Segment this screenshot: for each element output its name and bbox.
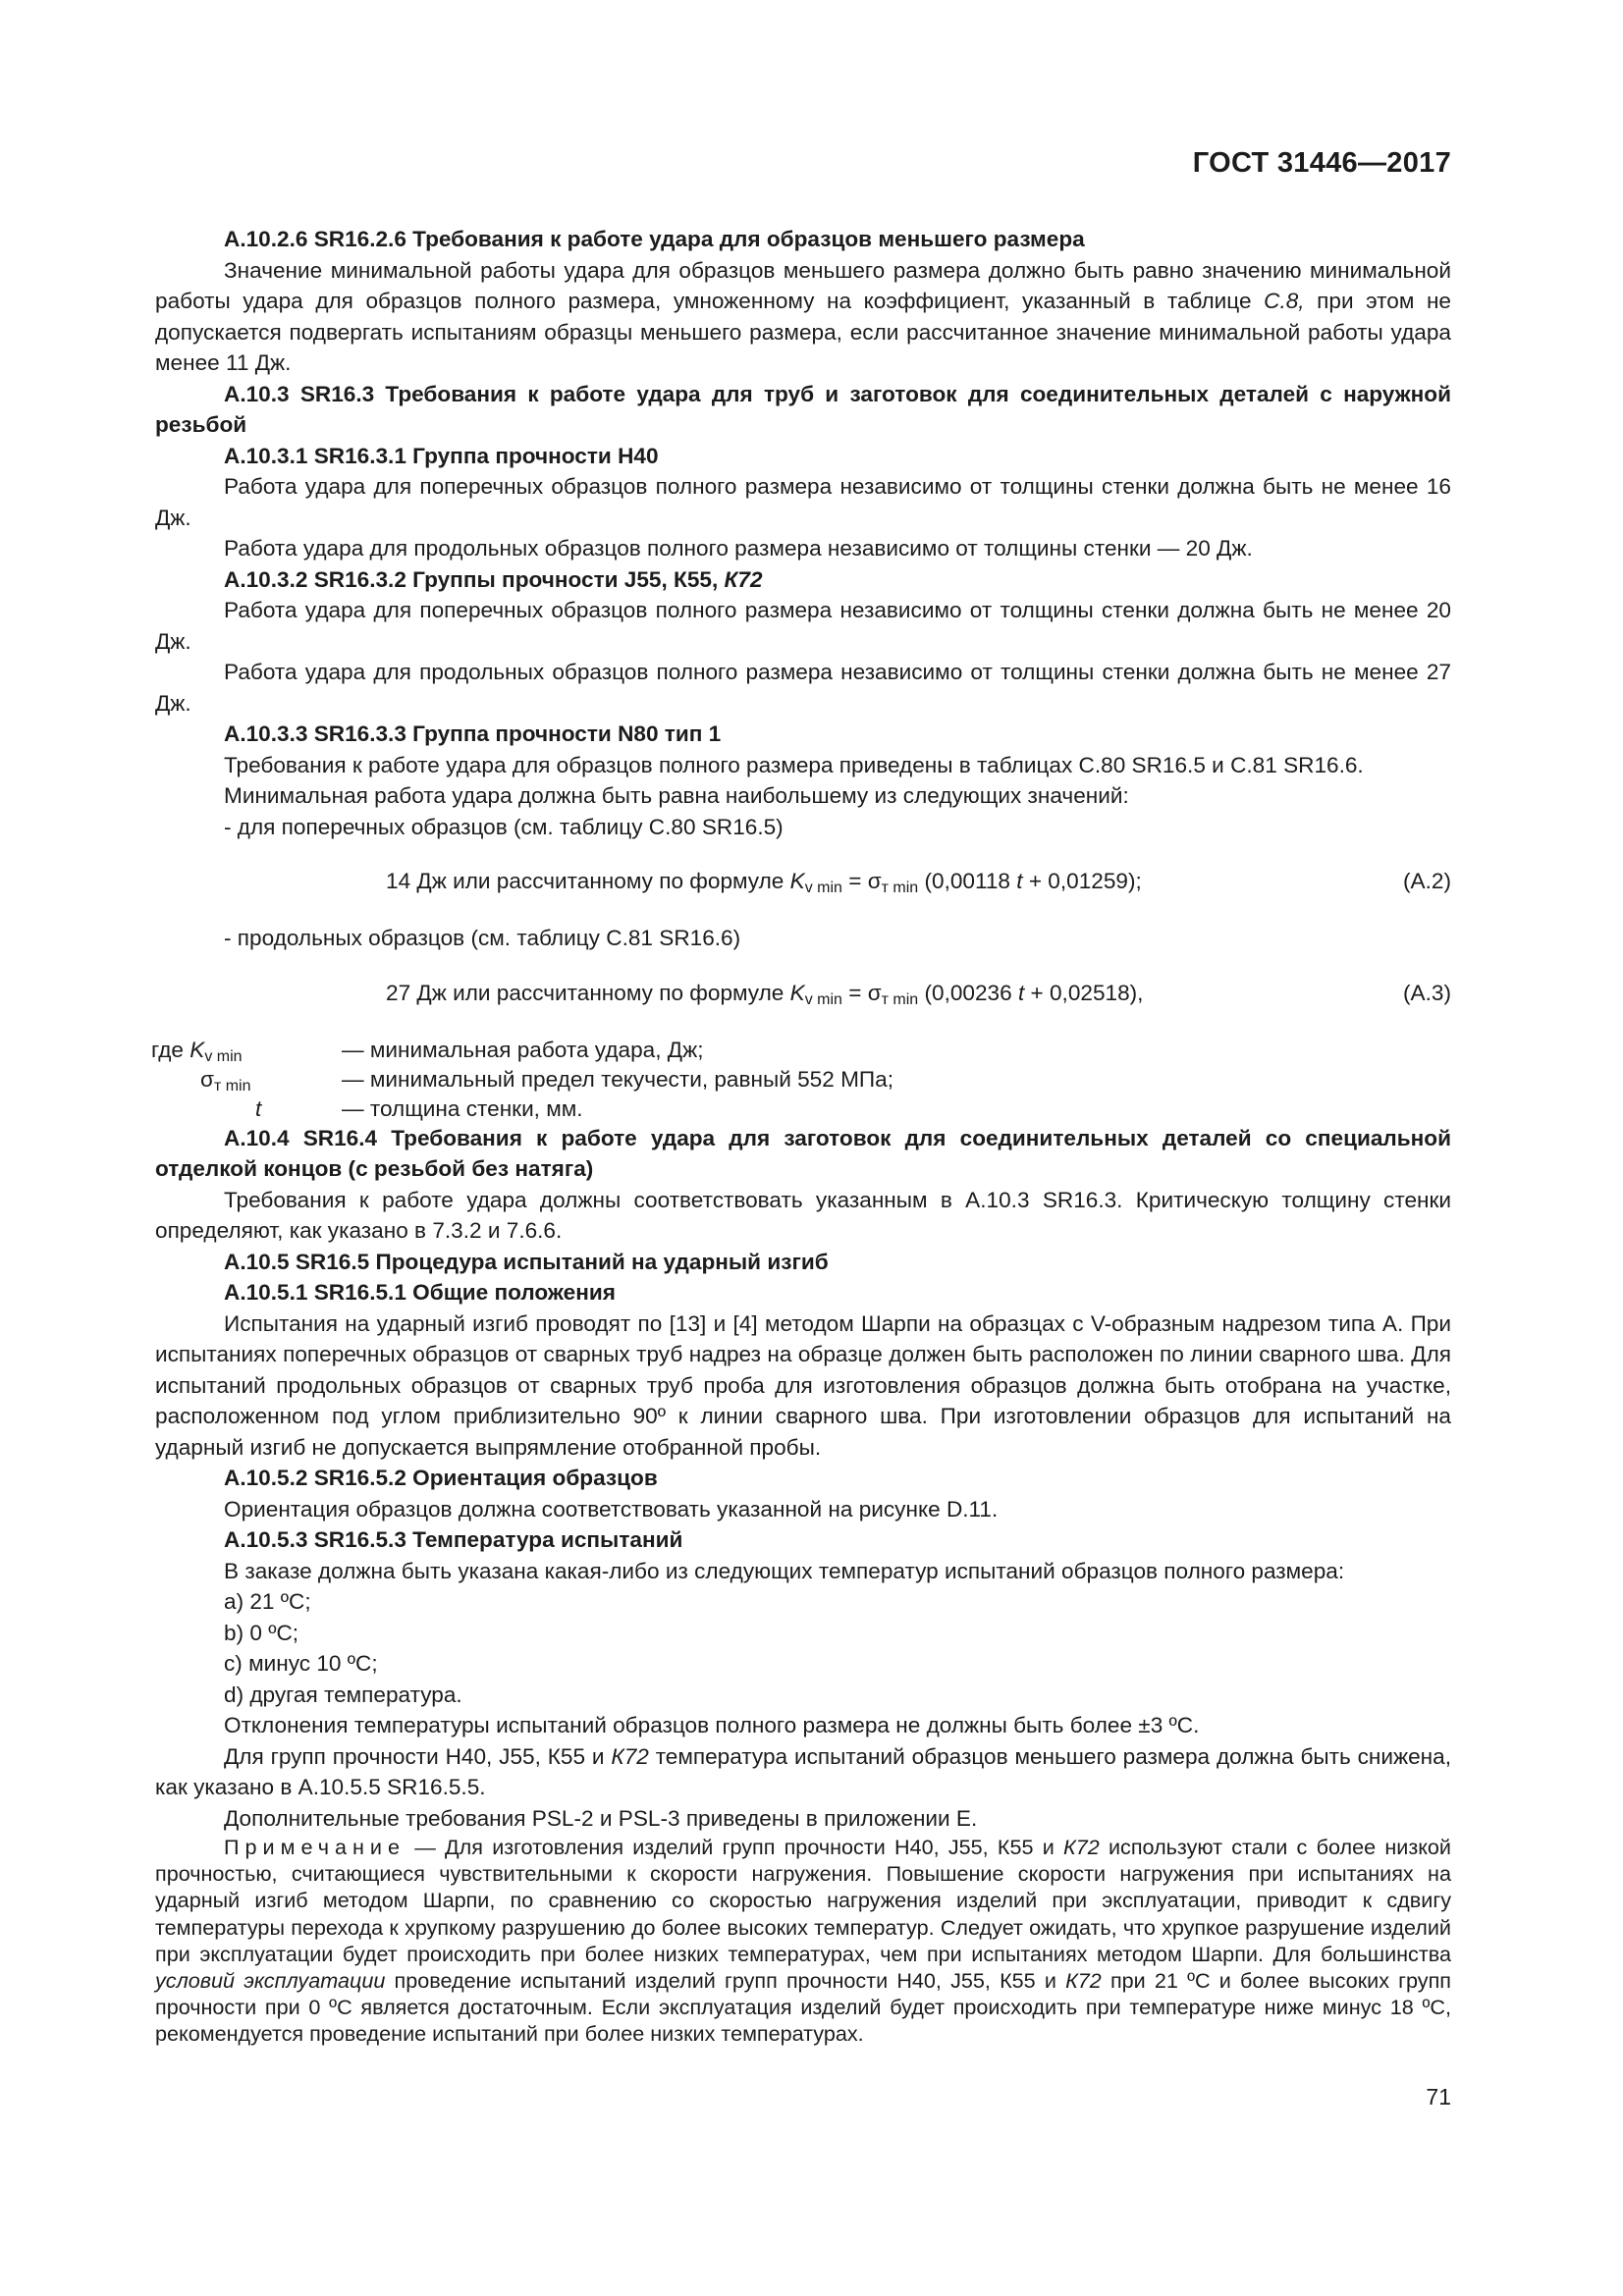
- list-item: b) 0 ºС;: [224, 1620, 299, 1645]
- symbol-explanation: [151, 1035, 1451, 1123]
- paragraph: Работа удара для продольных образцов полного размера независимо от толщины стенки — 20 Дж.: [224, 536, 1253, 561]
- formula-a3: [155, 974, 1451, 1013]
- paragraph: Работа удара для продольных образцов полного размера независимо от толщины стенки должна быть не менее 27 Дж.: [155, 660, 1451, 716]
- formula-number: (А.3): [1403, 980, 1451, 1005]
- page-content: [151, 224, 1451, 2048]
- formula-expression: 14 Дж или рассчитанному по формуле $K_{v min} = \sigma_{т min}$ (0,00118 t + 0,01259);: [386, 869, 1142, 896]
- list-item: с) минус 10 ºС;: [224, 1651, 378, 1676]
- list-item: а) 21 ºС;: [224, 1589, 311, 1614]
- note-block: Примечание — Для изготовления изделий групп прочности Н40, J55, К55 и К72 используют стали с более низкой прочностью, считающиеся чувствительными к скорости нагружения. Повышение скорости нагружения при испытаниях на ударный изгиб методом Шарпи, по сравнению со скоростью нагружения изделий при эксплуатации, приводит к сдвигу температуры перехода к хрупкому разрушению до более высоких температур. Следует ожидать, что хрупкое разрушение изделий при эксплуатации будет происходить при более низких температурах, чем при испытаниях методом Шарпи. Для большинства условий эксплуатации проведение испытаний изделий групп прочности Н40, J55, К55 и К72 при 21 ºС и более высоких групп прочности при 0 ºС является достаточным. Если эксплуатация изделий будет происходить при температуре ниже минус 18 ºС, рекомендуется проведение испытаний при более низких температурах.: [155, 1835, 1451, 2047]
- symbol-row: $\sigma_{т min}$ — минимальный предел текучести, равный 552 МПа;: [200, 1066, 893, 1095]
- section-heading: А.10.4 SR16.4 Требования к работе удара для заготовок для соединительных деталей со специальной отделкой концов (с резьбой без натяга): [155, 1125, 1451, 1181]
- section-heading: А.10.5.1 SR16.5.1 Общие положения: [224, 1280, 616, 1305]
- symbol-row: где $K_{v min}$ — минимальная работа удара, Дж;: [151, 1037, 704, 1065]
- page-number: 71: [1426, 2084, 1451, 2109]
- paragraph: Отклонения температуры испытаний образцов полного размера не должны быть более ±3 ºС.: [224, 1713, 1200, 1737]
- symbol-row: t — толщина стенки, мм.: [255, 1095, 583, 1121]
- paragraph: Требования к работе удара для образцов полного размера приведены в таблицах С.80 SR16.5 и С.81 SR16.6.: [224, 752, 1364, 777]
- paragraph: Дополнительные требования PSL-2 и PSL-3 приведены в приложении Е.: [224, 1805, 978, 1831]
- formula-expression: 27 Дж или рассчитанному по формуле $K_{v min} = \sigma_{т min}$ (0,00236 t + 0,02518),: [386, 980, 1144, 1008]
- section-heading: А.10.3.3 SR16.3.3 Группа прочности N80 тип 1: [224, 721, 722, 746]
- section-heading: А.10.5.2 SR16.5.2 Ориентация образцов: [224, 1466, 658, 1490]
- section-heading: А.10.2.6 SR16.2.6 Требования к работе удара для образцов меньшего размера: [224, 227, 1085, 251]
- formula-a2: [155, 862, 1451, 901]
- list-item: - продольных образцов (см. таблицу С.81 SR16.6): [224, 926, 741, 950]
- section-heading: А.10.3 SR16.3 Требования к работе удара для труб и заготовок для соединительных деталей с наружной резьбой: [155, 381, 1451, 437]
- formula-number: (А.2): [1403, 869, 1451, 893]
- section-heading: А.10.5.3 SR16.5.3 Температура испытаний: [224, 1527, 683, 1552]
- document-id-header: ГОСТ 31446—2017: [1192, 147, 1451, 179]
- section-heading: А.10.3.1 SR16.3.1 Группа прочности Н40: [224, 443, 659, 468]
- paragraph: Значение минимальной работы удара для образцов меньшего размера должно быть равно значению минимальной работы удара для образцов полного размера, умноженному на коэффициент, указанный в таблице С.8, при этом не допускается подвергать испытаниям образцы меньшего размера, если рассчитанное значение минимальной работы удара менее 11 Дж.: [155, 257, 1451, 375]
- paragraph: Требования к работе удара должны соответствовать указанным в А.10.3 SR16.3. Критическую толщину стенки определяют, как указано в 7.3.2 и 7.6.6.: [155, 1187, 1451, 1243]
- paragraph: Работа удара для поперечных образцов полного размера независимо от толщины стенки должна быть не менее 16 Дж.: [155, 474, 1451, 530]
- note-label: Примечание: [224, 1835, 406, 1859]
- paragraph: Испытания на ударный изгиб проводят по [13] и [4] методом Шарпи на образцах с V-образным надрезом типа А. При испытаниях поперечных образцов от сварных труб надрез на образце должен быть расположен по линии сварного шва. Для испытаний продольных образцов от сварных труб проба для изготовления образцов должна быть отобрана на участке, расположенном под углом приблизительно 90º к линии сварного шва. При изготовлении образцов для испытаний на ударный изгиб не допускается выпрямление отобранной пробы.: [155, 1310, 1451, 1460]
- section-heading: А.10.3.2 SR16.3.2 Группы прочности J55, К55, К72: [224, 566, 763, 592]
- paragraph: В заказе должна быть указана какая-либо из следующих температур испытаний образцов полного размера:: [224, 1558, 1345, 1583]
- paragraph: Для групп прочности Н40, J55, К55 и К72 температура испытаний образцов меньшего размера должна быть снижена, как указано в А.10.5.5 SR16.5.5.: [155, 1743, 1451, 1799]
- list-item: - для поперечных образцов (см. таблицу С.80 SR16.5): [224, 814, 784, 839]
- paragraph: Работа удара для поперечных образцов полного размера независимо от толщины стенки должна быть не менее 20 Дж.: [155, 598, 1451, 654]
- paragraph: Минимальная работа удара должна быть равна наибольшему из следующих значений:: [224, 783, 1129, 808]
- paragraph: Ориентация образцов должна соответствовать указанной на рисунке D.11.: [224, 1496, 999, 1522]
- section-heading: А.10.5 SR16.5 Процедура испытаний на ударный изгиб: [224, 1249, 829, 1274]
- list-item: d) другая температура.: [224, 1682, 462, 1707]
